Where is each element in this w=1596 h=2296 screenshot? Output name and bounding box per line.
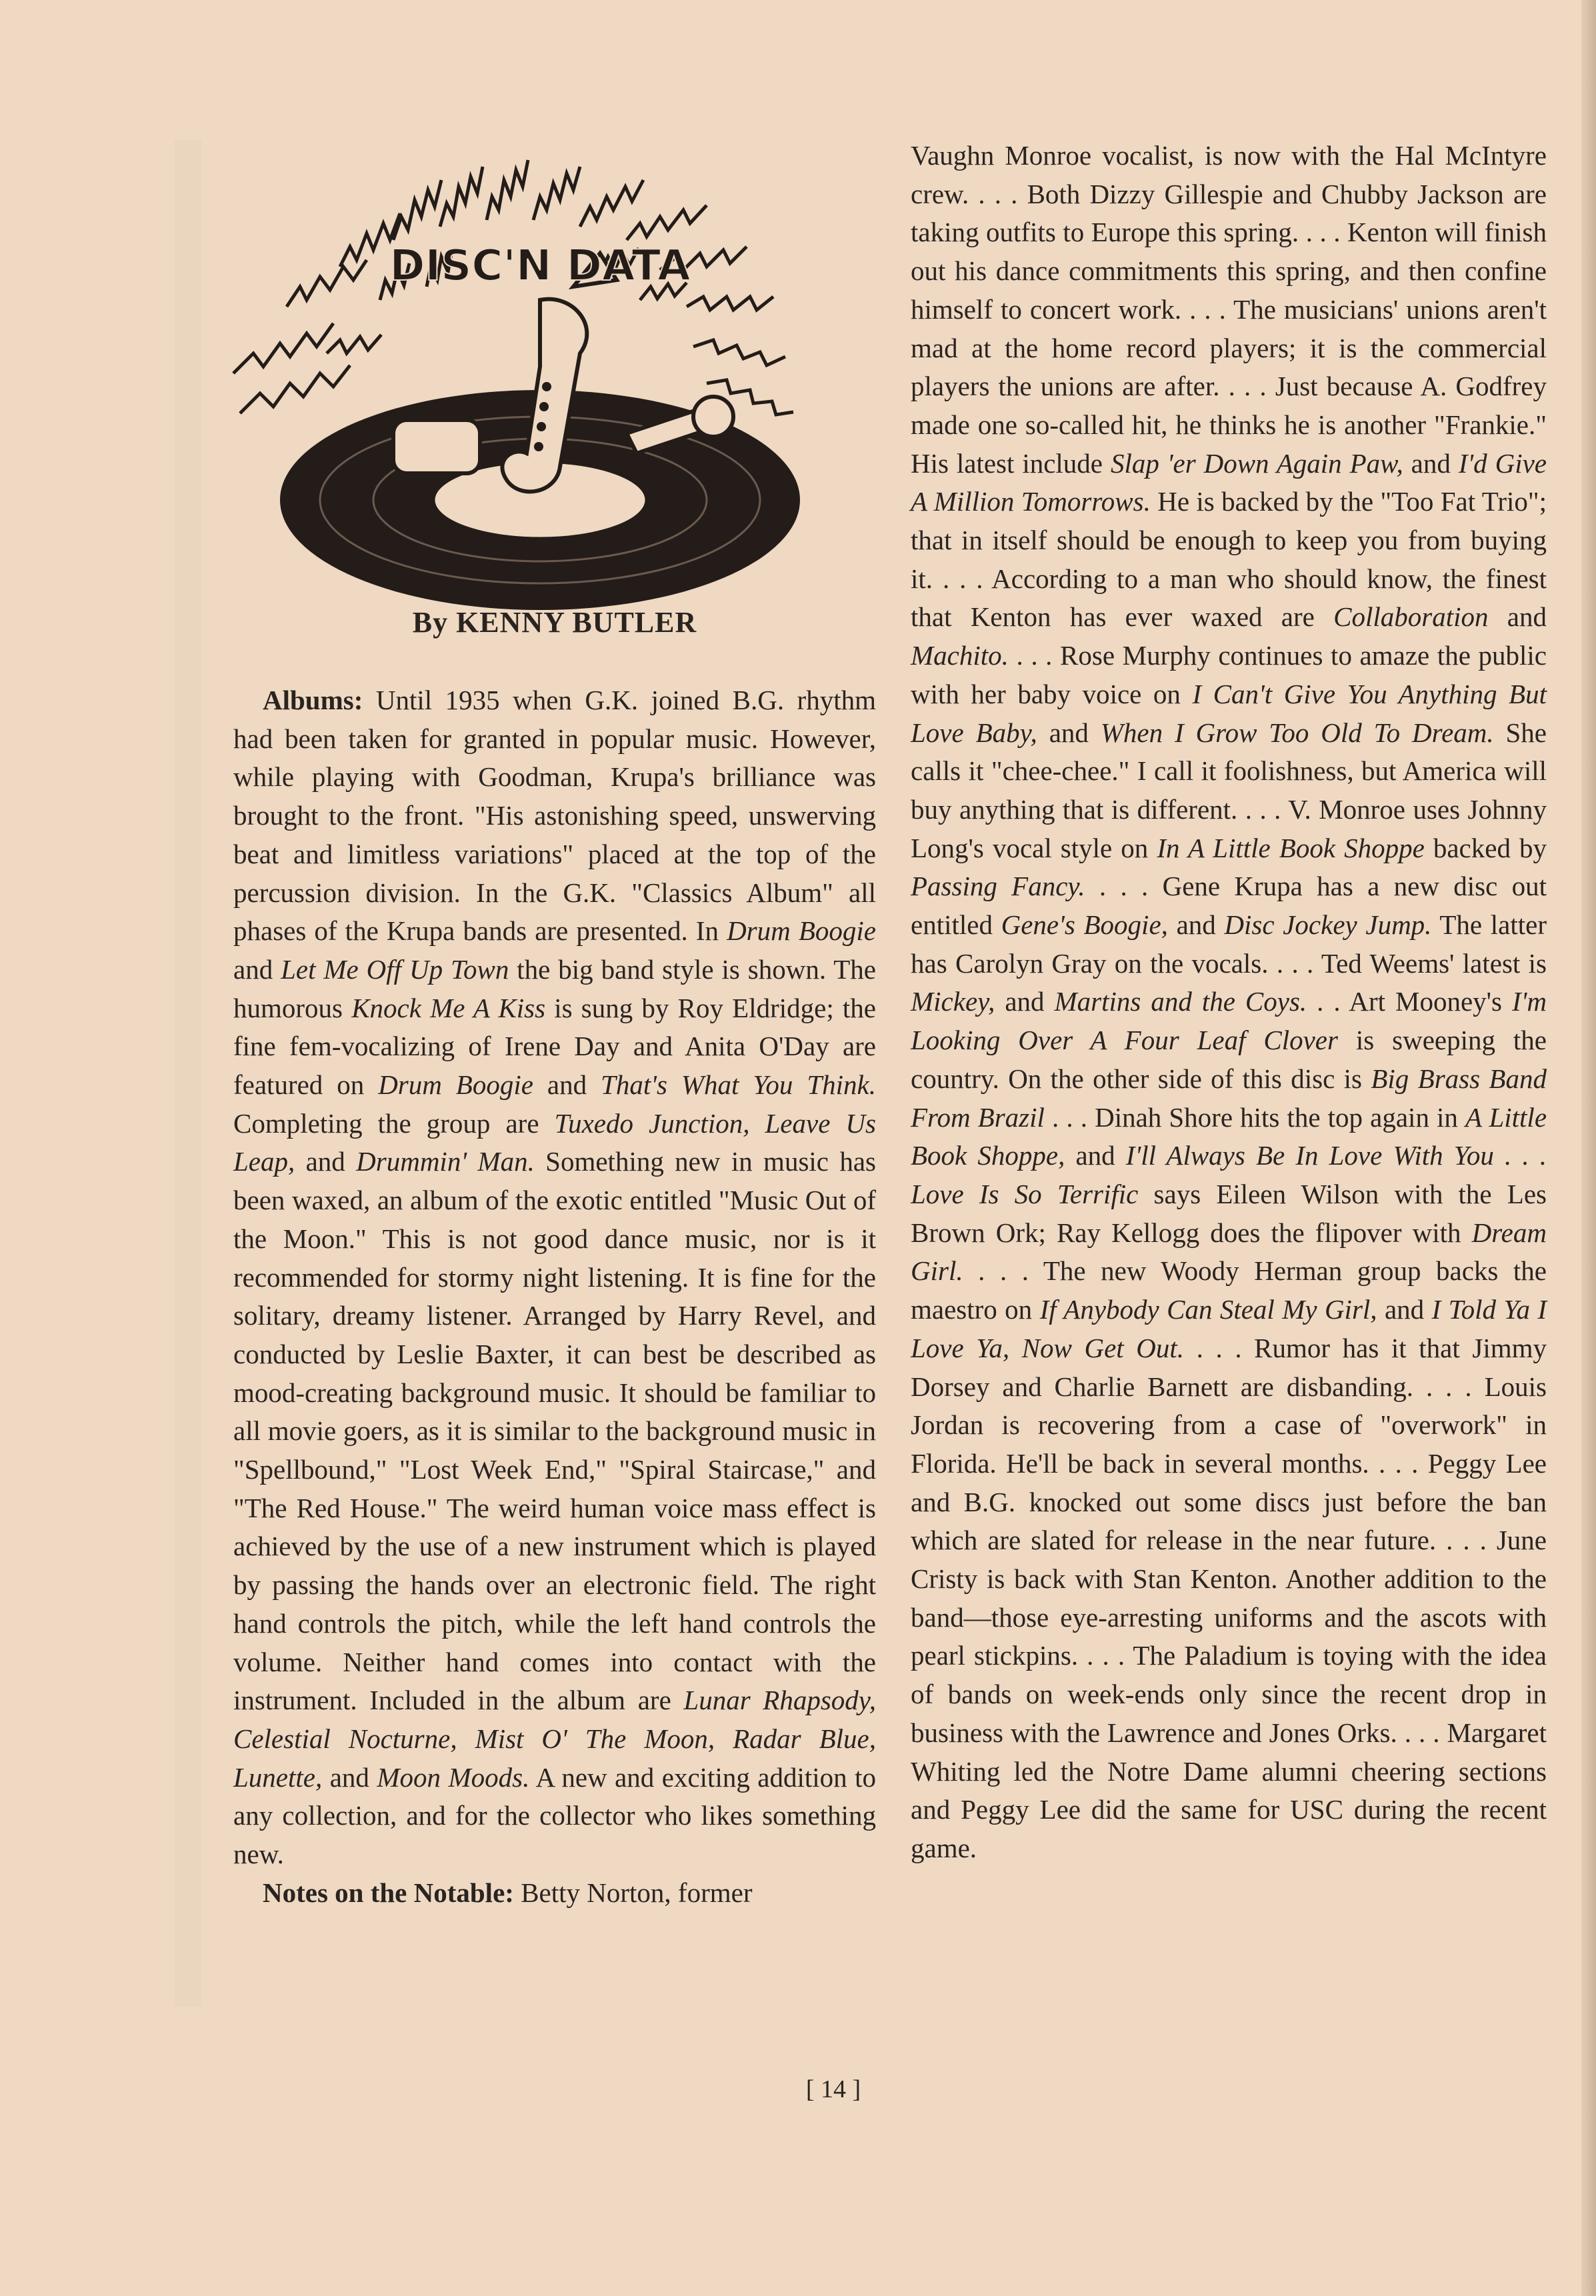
text-run: . . . Dinah Shore hits the top again in xyxy=(1044,1101,1466,1133)
text-run: the big band style is shown. The humorous xyxy=(233,953,876,1023)
italic-title: Let Me Off Up Town xyxy=(281,953,509,985)
page-number: [ 14 ] xyxy=(805,2075,861,2103)
text-run: . . . Rose Murphy continues to amaze the public with her baby voice on xyxy=(911,640,1547,709)
italic-title: When I Grow Too Old To Dream. xyxy=(1100,717,1494,748)
italic-title: Martins and the Coys. xyxy=(1054,986,1307,1017)
text-run: and xyxy=(1403,447,1459,479)
albums-paragraph xyxy=(233,681,876,1874)
italic-title: Disc Jockey Jump. xyxy=(1224,909,1432,941)
italic-title: Drummin' Man. xyxy=(356,1146,535,1177)
text-run: and xyxy=(1488,601,1547,633)
italic-title: A Little Book Shoppe, xyxy=(911,1101,1547,1171)
notes-continued-paragraph xyxy=(911,137,1547,1868)
text-run: She calls it "chee-chee." I call it foolishness, but America will buy anything that is different. . . . V. Monroe uses Johnny Long's vocal style on xyxy=(911,717,1547,863)
text-run: . . . The new Woody Herman group backs the maestro on xyxy=(911,1255,1547,1325)
italic-title: Drum Boogie xyxy=(378,1069,533,1101)
text-run: says Eileen Wilson with the Les Brown Ork; Ray Kellogg does the flipover with xyxy=(911,1178,1547,1248)
italic-title: Drum Boogie xyxy=(727,915,876,947)
italic-title: Passing Fancy. xyxy=(911,871,1085,902)
text-run: . . . Rumor has it that Jimmy Dorsey and Charlie Barnett are disbanding. . . . Louis Jordan is recovering from a case of "overwork" in Florida. He'll be back in several months. . . . Peggy Lee and B.G. knocked out some discs just before the ban which are slated for release in the near future. . . . June Cristy is back with Stan Kenton. Another addition to the band—those eye-arresting uniforms and the ascots with pearl stickpins. . . . The Paladium is toying with the idea of bands on week-ends only since the recent drop in business with the Lawrence and Jones Orks. . . . Margaret Whiting led the Notre Dame alumni cheering sections and Peggy Lee did the same for USC during the recent game. xyxy=(911,1332,1547,1863)
text-run: and xyxy=(533,1069,601,1101)
illustration-title: DISC'N DATA xyxy=(389,241,691,291)
text-run: and xyxy=(322,1761,377,1793)
notes-paragraph xyxy=(233,1874,876,1913)
italic-title: Collaboration xyxy=(1333,601,1489,633)
italic-title: Moon Moods. xyxy=(377,1761,530,1793)
text-run: Until 1935 when G.K. joined B.G. rhythm had been taken for granted in popular music. However, while playing with Goodman, Krupa's brilliance was brought to the front. "His astonishing speed, unswerving beat and limitless variations" placed at the top of the percussion division. In the G.K. "Classics Album" all phases of the Krupa bands are presented. In xyxy=(233,685,876,947)
italic-title: If Anybody Can Steal My Girl, xyxy=(1039,1294,1377,1325)
text-run: Completing the group are xyxy=(233,1107,555,1139)
left-column xyxy=(233,681,876,1913)
text-run: backed by xyxy=(1424,832,1547,863)
italic-title: That's What You Think. xyxy=(601,1069,876,1101)
italic-title: Knock Me A Kiss xyxy=(351,992,546,1023)
italic-title: Mickey, xyxy=(911,986,995,1017)
text-run: and xyxy=(233,953,281,985)
italic-title: In A Little Book Shoppe xyxy=(1157,832,1425,863)
italic-title: Big Brass Band From Brazil xyxy=(911,1063,1547,1133)
text-run: and xyxy=(295,1146,357,1177)
page-edge xyxy=(1581,0,1596,2296)
italic-title: Dream Girl. xyxy=(911,1217,1547,1287)
italic-title: Gene's Boogie, xyxy=(1001,909,1168,941)
text-run: is sung by Roy Eldridge; the fine fem-vocalizing of Irene Day and Anita O'Day are featured on xyxy=(233,992,876,1101)
text-run: A new and exciting addition to any collection, and for the collector who likes something new. xyxy=(233,1761,877,1870)
text-run: and xyxy=(1377,1294,1432,1325)
text-run: . . Art Mooney's xyxy=(1307,986,1512,1017)
italic-title: I'm Looking Over A Four Leaf Clover xyxy=(911,986,1547,1056)
text-run: He is backed by the "Too Fat Trio"; that in itself should be enough to keep you from buying it. . . . According to a man who should know, the finest that Kenton has ever waxed are xyxy=(911,486,1547,633)
text-run: Something new in music has been waxed, an album of the exotic entitled "Music Out of the Moon." This is not good dance music, nor is it recommended for stormy night listening. It is fine for the solitary, dreamy listener. Arranged by Harry Revel, and conducted by Leslie Baxter, it can best be described as mood-creating background music. It should be familiar to all movie goers, as it is similar to the background music in "Spellbound," "Lost Week End," "Spiral Staircase," and "The Red House." The weird human voice mass effect is achieved by the use of a new instrument which is played by passing the hands over an electronic field. The right hand controls the pitch, while the left hand controls the volume. Neither hand comes into contact with the instrument. Included in the album are xyxy=(233,1146,876,1716)
italic-title: Slap 'er Down Again Paw, xyxy=(1110,447,1403,479)
text-run: . . . Gene Krupa has a new disc out entitled xyxy=(911,871,1547,941)
italic-title: Tuxedo Junction, Leave Us Leap, xyxy=(233,1107,876,1177)
page-shadow xyxy=(175,140,201,2007)
text-run: Vaughn Monroe vocalist, is now with the Hal McIntyre crew. . . . Both Dizzy Gillespie and Chubby Jackson are taking outfits to Europe this spring. . . . Kenton will finish out his dance commitments this spring, and then confine himself to concert work. . . . The musicians' unions aren't mad at the home record players; it is the commercial players the unions are after. . . . Just because A. Godfrey made one so-called hit, he thinks he is another "Frankie." His latest include xyxy=(911,140,1547,479)
text-run: and xyxy=(1167,909,1225,941)
italic-title: Lunar Rhapsody, Celestial Nocturne, Mist O' The Moon, Radar Blue, Lunette, xyxy=(233,1685,876,1793)
notes-label: Notes on the Notable: xyxy=(263,1877,514,1908)
italic-title: I Can't Give You Anything But Love Baby, xyxy=(911,678,1547,748)
right-column xyxy=(911,137,1547,1868)
italic-title: I'd Give A Million Tomorrows. xyxy=(911,447,1547,517)
text-run: and xyxy=(995,986,1055,1017)
text-run: and xyxy=(1065,1140,1126,1171)
italic-title: I Told Ya I Love Ya, Now Get Out. xyxy=(911,1294,1547,1363)
italic-title: Machito. xyxy=(911,640,1009,671)
byline: By KENNY BUTLER xyxy=(412,606,697,639)
text-run: The latter has Carolyn Gray on the vocals. . . . Ted Weems' latest is xyxy=(911,909,1547,979)
albums-label: Albums: xyxy=(263,685,363,715)
text-run: and xyxy=(1037,717,1101,748)
italic-title: I'll Always Be In Love With You . . . Love Is So Terrific xyxy=(911,1140,1547,1209)
text-run: Betty Norton, former xyxy=(513,1877,753,1908)
text-run: is sweeping the country. On the other side of this disc is xyxy=(911,1025,1547,1094)
disc-n-data-illustration xyxy=(227,153,853,633)
